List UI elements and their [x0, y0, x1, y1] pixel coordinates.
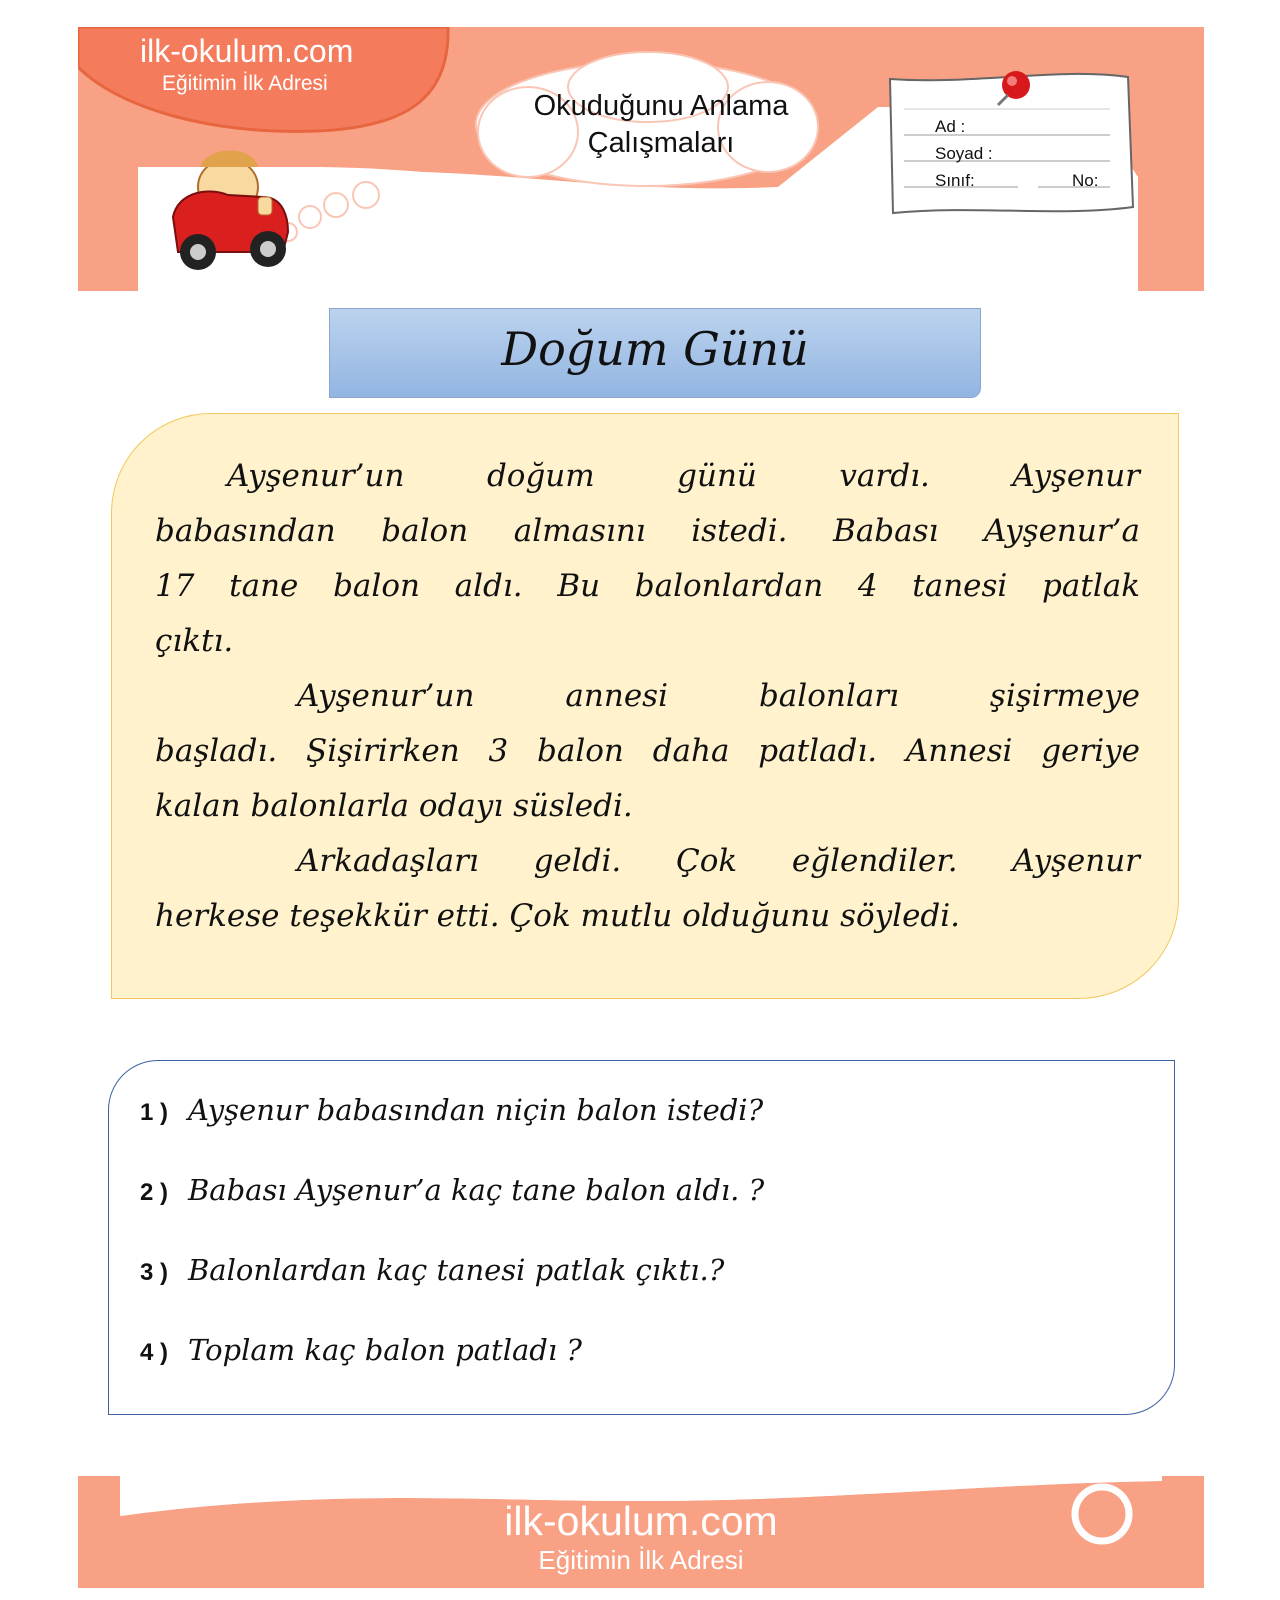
story-line: başladı. Şişirirken 3 balon daha patladı. Annesi geriye [155, 733, 1140, 769]
site-name-bottom: ilk-okulum.com [504, 1498, 778, 1544]
story-line: babasından balon almasını istedi. Babası Ayşenur’a [155, 513, 1140, 549]
site-slogan-bottom: Eğitimin İlk Adresi [538, 1545, 744, 1575]
story-line: Arkadaşları geldi. Çok eğlendiler. Ayşenur [297, 843, 1140, 879]
story-line: Ayşenur’un doğum günü vardı. Ayşenur [227, 458, 1140, 494]
question-text: Balonlardan kaç tanesi patlak çıktı.? [188, 1253, 725, 1287]
sinif-label: Sınıf: [935, 171, 975, 190]
story-line: kalan balonlarla odayı süsledi. [155, 788, 633, 824]
question-text: Babası Ayşenur’a kaç tane balon aldı. ? [188, 1173, 765, 1207]
question-number: 1 ) [140, 1099, 169, 1126]
worksheet-title-line2: Çalışmaları [587, 127, 735, 159]
name-card [890, 71, 1133, 213]
site-slogan-top: Eğitimin İlk Adresi [162, 72, 328, 95]
ad-label: Ad : [935, 117, 966, 136]
no-label: No: [1072, 171, 1099, 190]
question-1 [140, 1093, 763, 1127]
soyad-label: Soyad : [935, 144, 993, 163]
question-2 [140, 1173, 764, 1207]
question-text: Toplam kaç balon patladı ? [188, 1333, 582, 1367]
question-number: 2 ) [140, 1179, 169, 1206]
question-text: Ayşenur babasından niçin balon istedi? [188, 1093, 764, 1127]
story-line: herkese teşekkür etti. Çok mutlu olduğunu söyledi. [155, 898, 961, 934]
story-line: 17 tane balon aldı. Bu balonlardan 4 tanesi patlak [155, 568, 1140, 604]
question-3 [140, 1253, 724, 1287]
story-line: Ayşenur’un annesi balonları şişirmeye [297, 678, 1140, 714]
question-number: 3 ) [140, 1259, 169, 1286]
story-line: çıktı. [155, 623, 234, 659]
site-name-top: ilk-okulum.com [140, 33, 354, 69]
question-number: 4 ) [140, 1339, 169, 1366]
worksheet-title-line1: Okuduğunu Anlama [533, 90, 789, 122]
story-title: Doğum Günü [501, 322, 809, 376]
car-cartoon-icon [173, 151, 288, 271]
question-4 [140, 1333, 582, 1367]
